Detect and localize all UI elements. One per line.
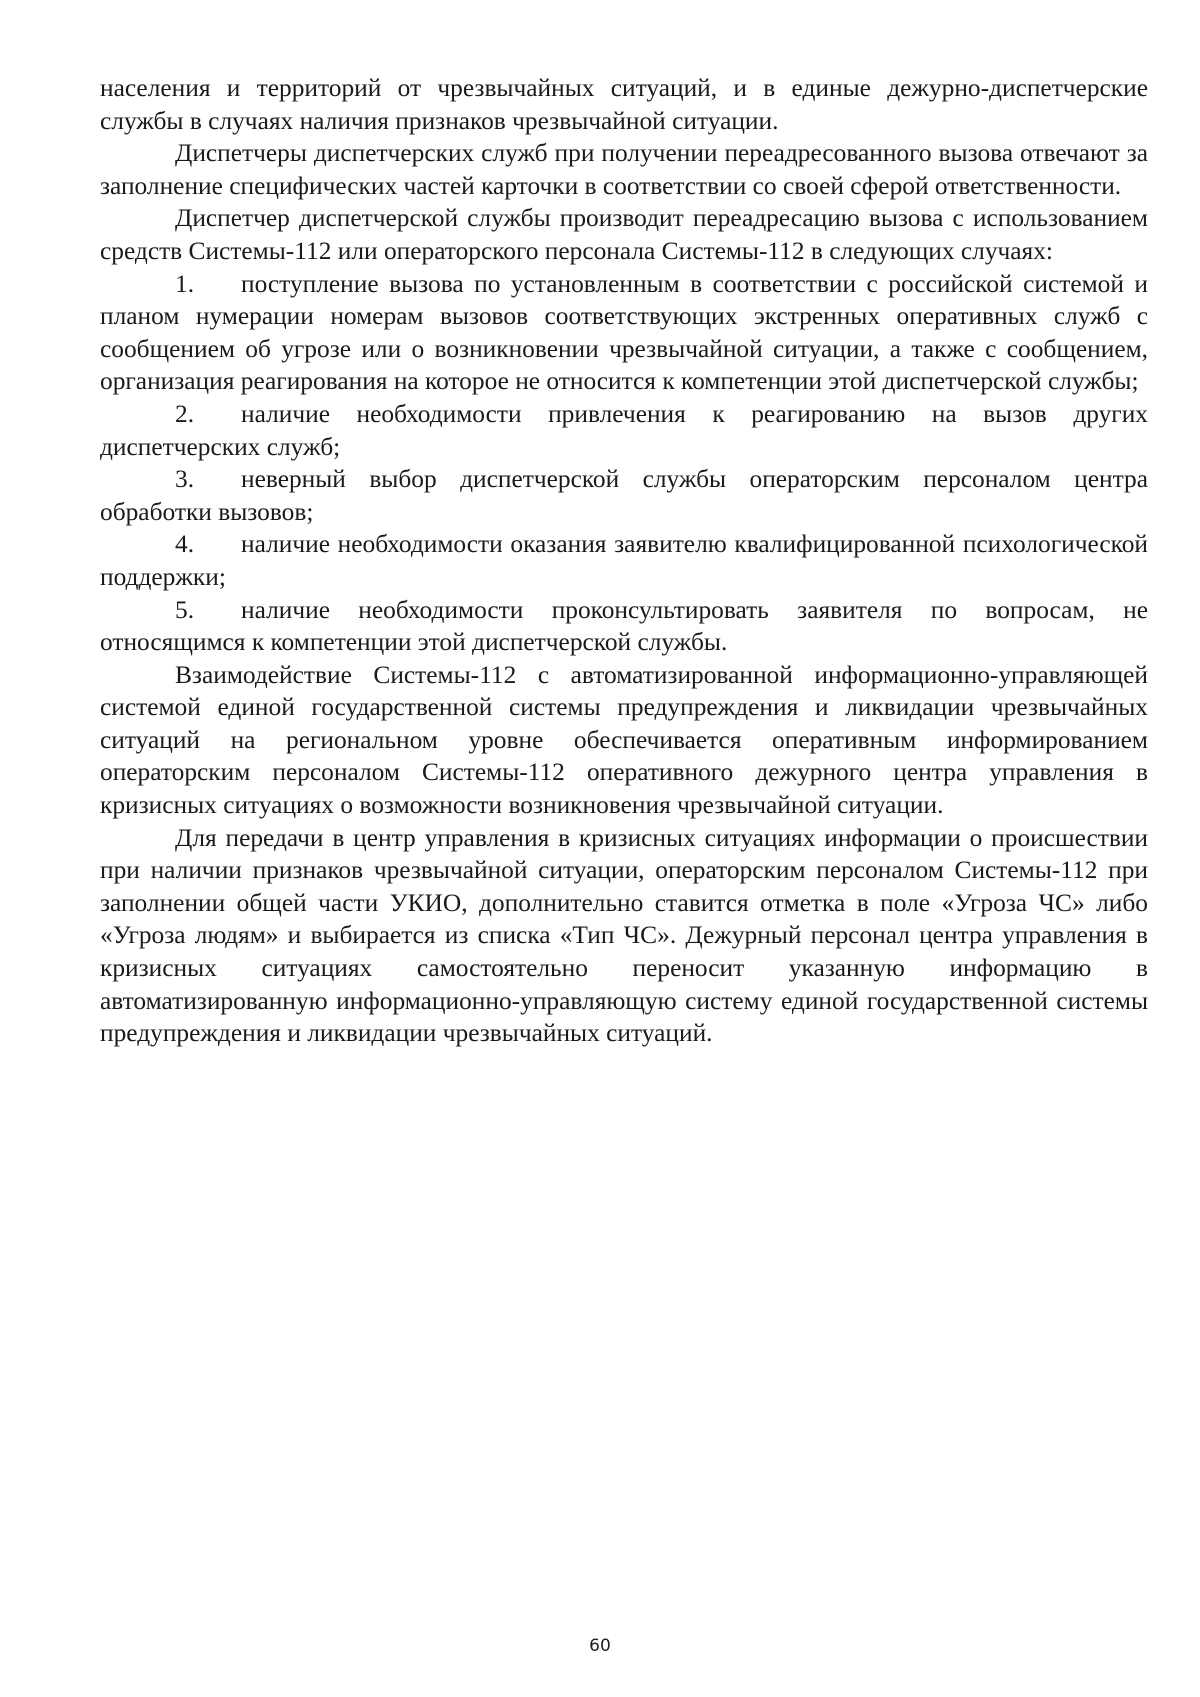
paragraph-dispatchers-responsibility: Диспетчеры диспетчерских служб при получении переадресованного вызова отвечают за заполнение специфических частей карточки в соответствии со своей сферой ответственности.: [100, 139, 1148, 200]
list-item-text: наличие необходимости оказания заявителю квалифицированной психологической поддержки;: [100, 530, 1148, 591]
list-item-number: 3.: [175, 465, 195, 494]
list-item: [100, 398, 1148, 463]
page-body: [100, 72, 1148, 1050]
list-item-number: 2.: [175, 399, 195, 428]
list-item-text: наличие необходимости привлечения к реагированию на вызов других диспетчерских служб;: [100, 399, 1148, 461]
paragraph-call-redirect-cases: Диспетчер диспетчерской службы производит переадресацию вызова с использованием средств Системы-112 или операторского персонала Системы-112 в следующих случаях:: [100, 204, 1148, 265]
list-item-number: 1.: [175, 269, 195, 298]
list-item: [100, 463, 1148, 528]
paragraph-crisis-center-transfer: Для передачи в центр управления в кризисных ситуациях информации о происшествии при наличии признаков чрезвычайной ситуации, операторским персоналом Системы-112 при заполнении общей части УКИО, дополнительно ставится отметка в поле «Угроза ЧС» либо «Угроза людям» и выбирается из списка «Тип ЧС». Дежурный персонал центра управления в кризисных ситуациях самостоятельно переносит указанную информацию в автоматизированную информационно-управляющую систему единой государственной системы предупреждения и ликвидации чрезвычайных ситуаций.: [100, 823, 1148, 1048]
list-item: [100, 594, 1148, 659]
list-item-text: наличие необходимости проконсультировать заявителя по вопросам, не относящимся к компетенции этой диспетчерской службы.: [100, 595, 1148, 657]
paragraph-system-interaction: Взаимодействие Системы-112 с автоматизированной информационно-управляющей системой единой государственной системы предупреждения и ликвидации чрезвычайных ситуаций на региональном уровне обеспечивается оперативным информированием операторским персоналом Системы-112 оперативного дежурного центра управления в кризисных ситуациях о возможности возникновения чрезвычайной ситуации.: [100, 660, 1148, 820]
list-item-text: неверный выбор диспетчерской службы операторским персоналом центра обработки вызовов;: [100, 465, 1148, 526]
list-item-text: поступление вызова по установленным в соответствии с российской системой и планом нумерации номерам вызовов соответствующих экстренных оперативных служб с сообщением об угрозе или о возникновении чрезвычайной ситуации, а также с сообщением, организация реагирования на которое не относится к компетенции этой диспетчерской службы;: [100, 269, 1148, 396]
list-item-number: 4.: [175, 530, 195, 559]
numbered-list: [100, 268, 1148, 659]
list-item-number: 5.: [175, 595, 195, 624]
paragraph-continuation: населения и территорий от чрезвычайных ситуаций, и в единые дежурно-диспетчерские службы в случаях наличия признаков чрезвычайной ситуации.: [100, 74, 1148, 135]
page-number: 60: [589, 1636, 611, 1656]
list-item: [100, 528, 1148, 593]
list-item: [100, 268, 1148, 398]
